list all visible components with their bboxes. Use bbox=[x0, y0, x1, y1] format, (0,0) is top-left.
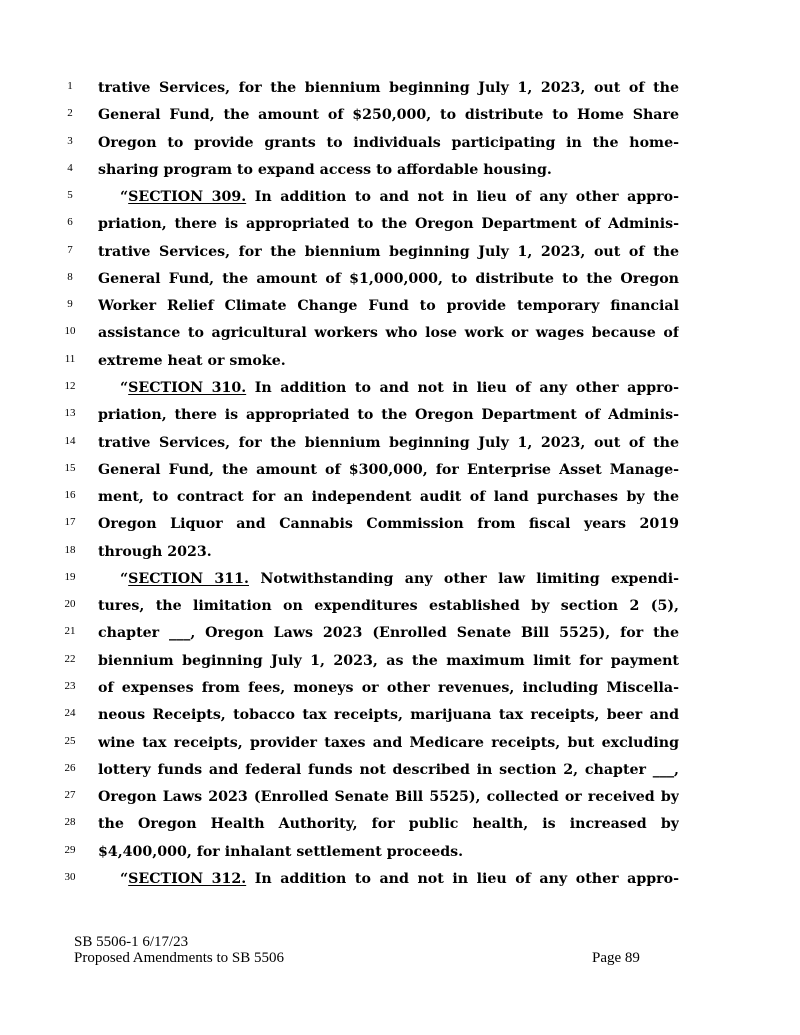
document-line bbox=[0, 75, 800, 102]
line-text bbox=[98, 75, 679, 102]
line-text bbox=[98, 702, 679, 729]
line-number: 26 bbox=[64, 761, 76, 774]
line-content: priation, there is appropriated to the Oregon Department of Adminis- bbox=[98, 216, 679, 233]
document-line bbox=[0, 157, 800, 184]
line-content: ment, to contract for an independent audit of land purchases by the bbox=[98, 489, 679, 506]
line-text bbox=[98, 648, 679, 675]
line-text bbox=[98, 266, 679, 293]
opening-quote: “ bbox=[120, 570, 129, 587]
line-text bbox=[120, 566, 679, 593]
line-content: In addition to and not in lieu of any other appro- bbox=[246, 189, 679, 206]
footer-page-number: Page 89 bbox=[592, 950, 640, 966]
line-number: 12 bbox=[64, 380, 76, 392]
line-number: 2 bbox=[67, 107, 73, 120]
document-line bbox=[0, 430, 800, 457]
document-line bbox=[0, 675, 800, 702]
section-heading: SECTION 312. bbox=[128, 870, 247, 887]
line-number: 16 bbox=[64, 489, 76, 502]
document-line bbox=[0, 211, 800, 238]
document-line bbox=[0, 184, 800, 211]
line-number: 27 bbox=[64, 789, 76, 801]
line-content: of expenses from fees, moneys or other revenues, including Miscella- bbox=[98, 679, 679, 696]
line-text bbox=[98, 430, 679, 457]
line-content: trative Services, for the biennium beginning July 1, 2023, out of the bbox=[98, 434, 679, 451]
opening-quote: “ bbox=[120, 189, 129, 206]
document-line bbox=[0, 320, 800, 347]
line-content: tures, the limitation on expenditures established by section 2 (5), bbox=[98, 598, 679, 615]
line-content: Worker Relief Climate Change Fund to provide temporary financial bbox=[98, 298, 679, 315]
line-number: 21 bbox=[64, 625, 76, 638]
document-line bbox=[0, 130, 800, 157]
document-line bbox=[0, 102, 800, 129]
footer-description: Proposed Amendments to SB 5506 bbox=[74, 950, 285, 966]
line-content: $4,400,000, for inhalant settlement proceeds. bbox=[98, 843, 464, 860]
line-number: 18 bbox=[64, 543, 76, 556]
document-line bbox=[0, 539, 800, 566]
line-number: 9 bbox=[67, 298, 73, 311]
line-content: sharing program to expand access to affordable housing. bbox=[98, 161, 552, 178]
line-text bbox=[98, 539, 679, 566]
line-text bbox=[98, 239, 679, 266]
document-line bbox=[0, 511, 800, 538]
line-number: 1 bbox=[67, 80, 73, 92]
opening-quote: “ bbox=[120, 870, 129, 887]
line-number: 15 bbox=[64, 461, 76, 474]
line-text bbox=[98, 511, 679, 538]
line-number: 14 bbox=[64, 434, 76, 447]
line-content: Oregon Laws 2023 (Enrolled Senate Bill 5525), collected or received by bbox=[98, 789, 679, 805]
line-number: 6 bbox=[67, 216, 73, 229]
opening-quote: “ bbox=[120, 380, 129, 396]
document-line bbox=[0, 375, 800, 402]
footer-bill-date: SB 5506-1 6/17/23 bbox=[74, 934, 189, 950]
document-line bbox=[0, 702, 800, 729]
line-number: 28 bbox=[64, 816, 76, 829]
document-line bbox=[0, 730, 800, 757]
line-text bbox=[98, 102, 679, 129]
line-text bbox=[98, 320, 679, 347]
line-number: 4 bbox=[67, 161, 73, 174]
line-text bbox=[98, 402, 679, 429]
line-number: 8 bbox=[67, 270, 73, 283]
line-number: 19 bbox=[64, 570, 76, 583]
line-text bbox=[98, 130, 679, 157]
document-line bbox=[0, 266, 800, 293]
line-number: 10 bbox=[64, 325, 76, 338]
line-content: wine tax receipts, provider taxes and Medicare receipts, but excluding bbox=[98, 734, 679, 751]
document-line bbox=[0, 811, 800, 838]
document-line bbox=[0, 566, 800, 593]
line-text bbox=[120, 866, 679, 893]
line-number: 13 bbox=[64, 407, 76, 420]
line-content: through 2023. bbox=[98, 543, 212, 560]
line-text bbox=[98, 784, 679, 811]
line-number: 25 bbox=[64, 734, 76, 747]
line-content: chapter ___, Oregon Laws 2023 (Enrolled Senate Bill 5525), for the bbox=[98, 625, 679, 642]
line-content: biennium beginning July 1, 2023, as the maximum limit for payment bbox=[98, 652, 679, 669]
line-content: neous Receipts, tobacco tax receipts, marijuana tax receipts, beer and bbox=[98, 707, 679, 724]
line-text bbox=[98, 811, 679, 838]
line-number: 17 bbox=[64, 516, 76, 529]
section-heading: SECTION 311. bbox=[128, 570, 249, 587]
line-content: priation, there is appropriated to the Oregon Department of Adminis- bbox=[98, 407, 679, 424]
line-content: General Fund, the amount of $1,000,000, to distribute to the Oregon bbox=[98, 270, 679, 287]
line-text bbox=[98, 157, 679, 184]
line-number: 23 bbox=[64, 679, 76, 692]
document-line bbox=[0, 757, 800, 784]
section-heading: SECTION 310. bbox=[128, 380, 247, 396]
document-line bbox=[0, 648, 800, 675]
line-number: 3 bbox=[67, 134, 73, 147]
line-text bbox=[98, 839, 679, 866]
line-number: 24 bbox=[64, 707, 76, 720]
document-line bbox=[0, 293, 800, 320]
line-content: General Fund, the amount of $300,000, for Enterprise Asset Manage- bbox=[98, 461, 679, 478]
line-text bbox=[98, 675, 679, 702]
line-number: 11 bbox=[64, 352, 76, 365]
document-line bbox=[0, 402, 800, 429]
line-text bbox=[98, 593, 679, 620]
line-content: assistance to agricultural workers who lose work or wages because of bbox=[98, 325, 679, 342]
line-content: extreme heat or smoke. bbox=[98, 352, 286, 369]
document-line bbox=[0, 866, 800, 893]
document-line bbox=[0, 839, 800, 866]
document-line bbox=[0, 784, 800, 811]
line-content: trative Services, for the biennium beginning July 1, 2023, out of the bbox=[98, 243, 679, 260]
document-line bbox=[0, 239, 800, 266]
line-text bbox=[120, 184, 679, 211]
line-number: 30 bbox=[64, 870, 76, 883]
section-heading: SECTION 309. bbox=[128, 189, 247, 206]
document-line bbox=[0, 620, 800, 647]
line-text bbox=[98, 757, 679, 784]
line-text bbox=[120, 375, 679, 402]
line-text bbox=[98, 484, 679, 511]
line-content: Notwithstanding any other law limiting expendi- bbox=[248, 570, 679, 587]
line-number: 22 bbox=[64, 652, 76, 665]
line-text bbox=[98, 293, 679, 320]
document-line bbox=[0, 348, 800, 375]
line-content: Oregon Liquor and Cannabis Commission from fiscal years 2019 bbox=[98, 516, 679, 533]
line-content: the Oregon Health Authority, for public health, is increased by bbox=[98, 816, 679, 833]
line-content: trative Services, for the biennium beginning July 1, 2023, out of the bbox=[98, 80, 679, 96]
document-line bbox=[0, 457, 800, 484]
line-number: 29 bbox=[64, 843, 76, 856]
line-text bbox=[98, 457, 679, 484]
line-text bbox=[98, 730, 679, 757]
document-line bbox=[0, 593, 800, 620]
line-content: Oregon to provide grants to individuals participating in the home- bbox=[98, 134, 679, 151]
line-content: In addition to and not in lieu of any other appro- bbox=[246, 870, 679, 887]
line-text bbox=[98, 348, 679, 375]
line-content: General Fund, the amount of $250,000, to distribute to Home Share bbox=[98, 107, 679, 124]
line-content: In addition to and not in lieu of any other appro- bbox=[246, 380, 679, 396]
line-text bbox=[98, 211, 679, 238]
line-content: lottery funds and federal funds not described in section 2, chapter ___, bbox=[98, 761, 679, 778]
line-number: 5 bbox=[67, 189, 73, 202]
document-line bbox=[0, 484, 800, 511]
line-number: 20 bbox=[64, 598, 76, 611]
line-text bbox=[98, 620, 679, 647]
line-number: 7 bbox=[67, 243, 73, 256]
